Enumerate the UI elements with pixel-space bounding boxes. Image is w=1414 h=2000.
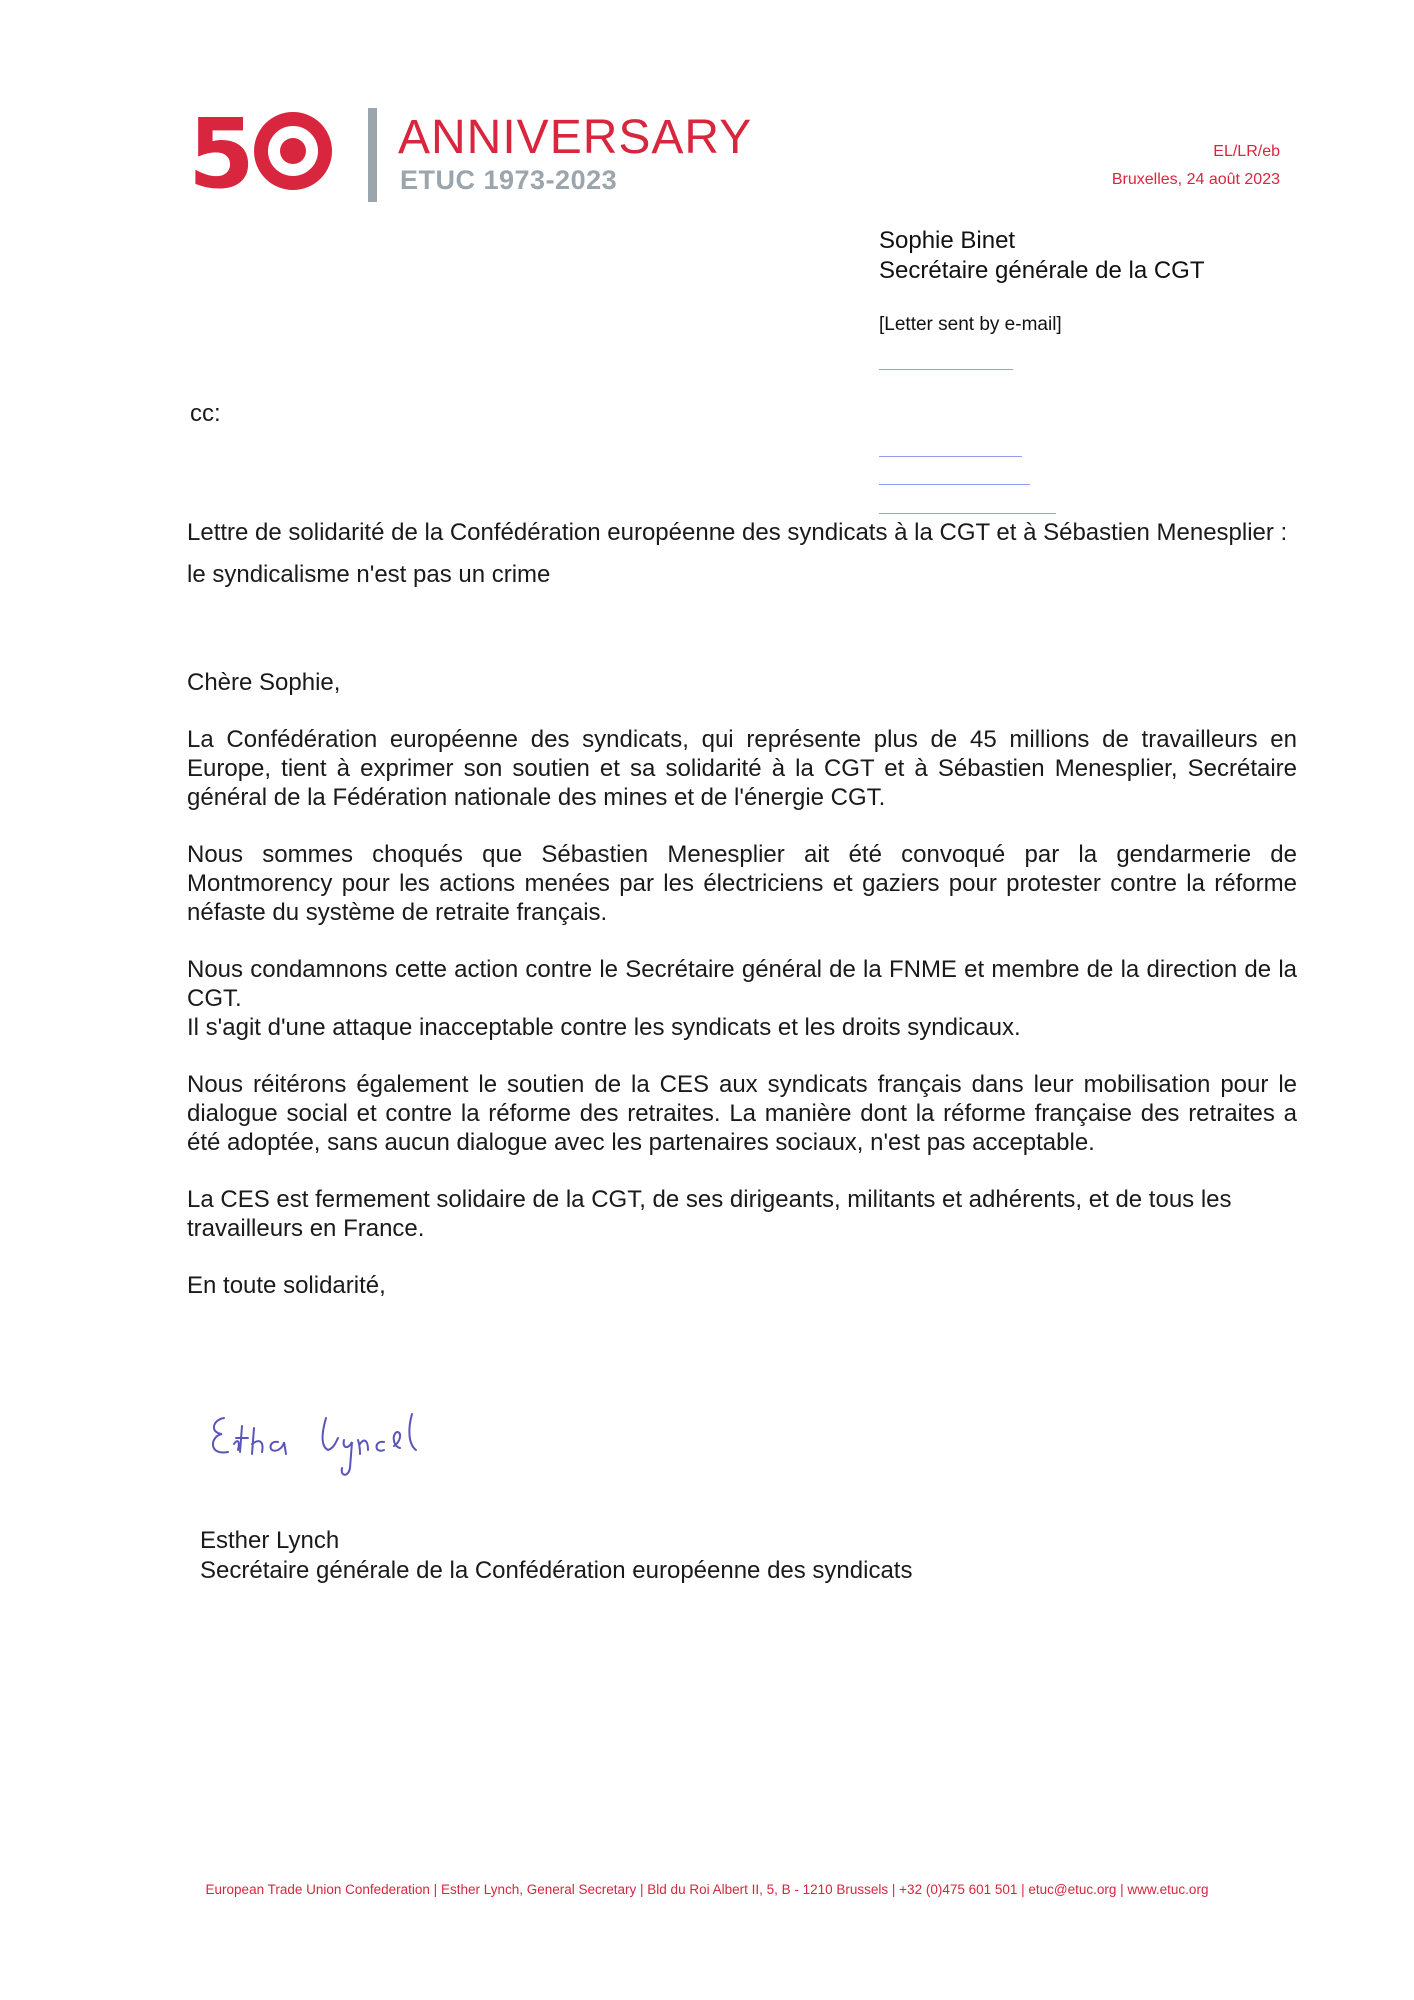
body-paragraph: Nous réitérons également le soutien de la CES aux syndicats français dans leur mobilisation pour le dialogue social et contre la réforme des retraites. La manière dont la réforme française des retraites a été adoptée, sans aucun dialogue avec les partenaires sociaux, n'est pas acceptable.: [187, 1071, 1297, 1156]
closing: En toute solidarité,: [187, 1272, 386, 1299]
body-paragraph: La Confédération européenne des syndicats, qui représente plus de 45 millions de travailleurs en Europe, tient à exprimer son soutien et sa solidarité à la CGT et à Sébastien Menesplier, Secrétaire général de la Fédération nationale des mines et de l'énergie CGT.: [187, 726, 1297, 811]
recipient-block: [879, 226, 1205, 286]
reference-code: EL/LR/eb: [1213, 143, 1280, 160]
signer-name: Esther Lynch: [200, 1527, 340, 1554]
logo-zero-mark: [254, 112, 332, 190]
recipient-name: Sophie Binet: [879, 227, 1016, 254]
letter-body: [187, 668, 1297, 1328]
logo-divider: [368, 108, 377, 202]
body-paragraph: La CES est fermement solidaire de la CGT, de ses dirigeants, militants et adhérents, et de tous les travailleurs en France.: [187, 1186, 1232, 1242]
hidden-link-underline: [879, 369, 1013, 370]
hidden-link-underline: [879, 484, 1030, 485]
signer-title: Secrétaire générale de la Confédération européenne des syndicats: [200, 1557, 913, 1584]
etuc-anniversary-logo: [188, 98, 753, 210]
cc-label: cc:: [190, 400, 221, 427]
body-paragraph: Nous condamnons cette action contre le Secrétaire général de la FNME et membre de la direction de la CGT.: [187, 956, 1297, 1012]
logo-numeral: 5: [188, 98, 251, 210]
recipient-title: Secrétaire générale de la CGT: [879, 257, 1205, 284]
body-paragraph: Nous sommes choqués que Sébastien Menesplier ait été convoqué par la gendarmerie de Montmorency pour les actions menées par les électriciens et gaziers pour protester contre la réforme néfaste du système de retraite français.: [187, 841, 1297, 926]
salutation: Chère Sophie,: [187, 669, 341, 696]
reference-block: [1112, 138, 1280, 194]
logo-subtitle: ETUC 1973-2023: [400, 165, 618, 195]
body-paragraph: Il s'agit d'une attaque inacceptable contre les syndicats et les droits syndicaux.: [187, 1014, 1021, 1041]
letter-date: Bruxelles, 24 août 2023: [1111, 171, 1280, 188]
delivery-note: [Letter sent by e-mail]: [879, 314, 1062, 335]
letter-subject: Lettre de solidarité de la Confédération européenne des syndicats à la CGT et à Sébastien Menesplier : le syndicalisme n'est pas un crime: [187, 519, 1288, 588]
hidden-link-underline: [879, 456, 1022, 457]
page-footer: European Trade Union Confederation | Esther Lynch, General Secretary | Bld du Roi Albert II, 5, B - 1210 Brussels | +32 (0)475 601 501 | etuc@etuc.org | www.etuc.org: [205, 1882, 1209, 1897]
signer-block: [200, 1526, 912, 1586]
logo-title: ANNIVERSARY: [398, 111, 753, 164]
handwritten-signature: [204, 1398, 444, 1488]
